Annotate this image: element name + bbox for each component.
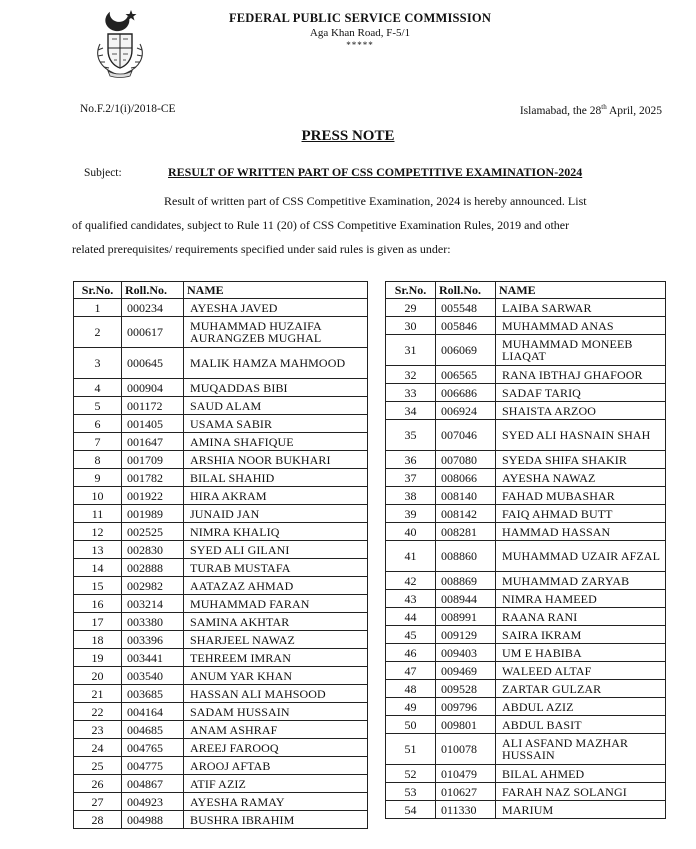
cell-name: MUHAMMAD HUZAIFA AURANGZEB MUGHAL	[184, 317, 368, 348]
cell-sr-no: 40	[386, 523, 436, 541]
cell-roll-no: 007080	[436, 451, 496, 469]
cell-sr-no: 21	[74, 685, 122, 703]
cell-roll-no: 006565	[436, 366, 496, 384]
cell-roll-no: 000617	[122, 317, 184, 348]
table-row	[74, 793, 368, 811]
cell-name: MUHAMMAD FARAN	[184, 595, 368, 613]
table-row	[386, 366, 666, 384]
table-row	[74, 379, 368, 397]
table-row	[74, 317, 368, 348]
date-ordinal-suffix: th	[601, 103, 607, 111]
table-row	[74, 739, 368, 757]
header-sr-no: Sr.No.	[74, 282, 122, 299]
cell-sr-no: 20	[74, 667, 122, 685]
page-title: PRESS NOTE	[301, 128, 395, 144]
cell-sr-no: 49	[386, 698, 436, 716]
cell-roll-no: 004988	[122, 811, 184, 829]
cell-sr-no: 45	[386, 626, 436, 644]
table-row	[386, 505, 666, 523]
cell-name: TURAB MUSTAFA	[184, 559, 368, 577]
cell-sr-no: 47	[386, 662, 436, 680]
cell-sr-no: 27	[74, 793, 122, 811]
cell-roll-no: 001709	[122, 451, 184, 469]
cell-roll-no: 008944	[436, 590, 496, 608]
table-row	[74, 487, 368, 505]
cell-sr-no: 30	[386, 317, 436, 335]
cell-sr-no: 35	[386, 420, 436, 451]
cell-name: ABDUL AZIZ	[496, 698, 666, 716]
cell-sr-no: 37	[386, 469, 436, 487]
cell-roll-no: 008991	[436, 608, 496, 626]
cell-name: TEHREEM IMRAN	[184, 649, 368, 667]
cell-name: ARSHIA NOOR BUKHARI	[184, 451, 368, 469]
cell-sr-no: 11	[74, 505, 122, 523]
table-row	[386, 317, 666, 335]
cell-roll-no: 004685	[122, 721, 184, 739]
cell-name: ATIF AZIZ	[184, 775, 368, 793]
cell-sr-no: 28	[74, 811, 122, 829]
table-row	[386, 734, 666, 765]
table-row	[74, 595, 368, 613]
cell-name: USAMA SABIR	[184, 415, 368, 433]
cell-roll-no: 002888	[122, 559, 184, 577]
table-row	[74, 397, 368, 415]
cell-name: SHAISTA ARZOO	[496, 402, 666, 420]
cell-sr-no: 54	[386, 801, 436, 819]
table-row	[74, 523, 368, 541]
cell-sr-no: 41	[386, 541, 436, 572]
cell-roll-no: 004765	[122, 739, 184, 757]
cell-name: AYESHA NAWAZ	[496, 469, 666, 487]
cell-sr-no: 3	[74, 348, 122, 379]
cell-name: NIMRA KHALIQ	[184, 523, 368, 541]
cell-name: AREEJ FAROOQ	[184, 739, 368, 757]
table-row	[74, 415, 368, 433]
cell-sr-no: 1	[74, 299, 122, 317]
table-row	[74, 631, 368, 649]
table-row	[74, 541, 368, 559]
cell-sr-no: 43	[386, 590, 436, 608]
cell-name: SADAF TARIQ	[496, 384, 666, 402]
cell-roll-no: 004775	[122, 757, 184, 775]
cell-roll-no: 003214	[122, 595, 184, 613]
table-row	[386, 402, 666, 420]
cell-roll-no: 003396	[122, 631, 184, 649]
cell-roll-no: 004923	[122, 793, 184, 811]
cell-roll-no: 003380	[122, 613, 184, 631]
table-row	[74, 469, 368, 487]
header-name: NAME	[184, 282, 368, 299]
cell-roll-no: 009801	[436, 716, 496, 734]
cell-name: SAIRA IKRAM	[496, 626, 666, 644]
cell-sr-no: 52	[386, 765, 436, 783]
table-row	[386, 541, 666, 572]
table-row	[74, 613, 368, 631]
table-row	[386, 523, 666, 541]
cell-name: SAUD ALAM	[184, 397, 368, 415]
cell-roll-no: 006686	[436, 384, 496, 402]
cell-roll-no: 006924	[436, 402, 496, 420]
table-row	[386, 801, 666, 819]
table-row	[74, 348, 368, 379]
cell-name: MUQADDAS BIBI	[184, 379, 368, 397]
table-row	[386, 469, 666, 487]
header-roll-no: Roll.No.	[436, 282, 496, 299]
cell-roll-no: 000645	[122, 348, 184, 379]
cell-roll-no: 001172	[122, 397, 184, 415]
cell-name: HIRA AKRAM	[184, 487, 368, 505]
header-stars: *****	[346, 40, 374, 50]
cell-roll-no: 010078	[436, 734, 496, 765]
cell-sr-no: 7	[74, 433, 122, 451]
cell-name: BILAL SHAHID	[184, 469, 368, 487]
header-sr-no: Sr.No.	[386, 282, 436, 299]
cell-name: ANUM YAR KHAN	[184, 667, 368, 685]
cell-name: WALEED ALTAF	[496, 662, 666, 680]
table-row	[386, 698, 666, 716]
table-header-row	[386, 282, 666, 299]
cell-roll-no: 008281	[436, 523, 496, 541]
cell-name: ZARTAR GULZAR	[496, 680, 666, 698]
cell-roll-no: 011330	[436, 801, 496, 819]
cell-name: FARAH NAZ SOLANGI	[496, 783, 666, 801]
table-row	[74, 685, 368, 703]
cell-name: LAIBA SARWAR	[496, 299, 666, 317]
results-table-left	[73, 281, 368, 829]
cell-name: BILAL AHMED	[496, 765, 666, 783]
cell-sr-no: 5	[74, 397, 122, 415]
cell-sr-no: 42	[386, 572, 436, 590]
cell-sr-no: 31	[386, 335, 436, 366]
cell-roll-no: 002982	[122, 577, 184, 595]
cell-roll-no: 001405	[122, 415, 184, 433]
cell-name: FAHAD MUBASHAR	[496, 487, 666, 505]
cell-sr-no: 26	[74, 775, 122, 793]
table-row	[74, 505, 368, 523]
table-header-row	[74, 282, 368, 299]
cell-name: HAMMAD HASSAN	[496, 523, 666, 541]
cell-roll-no: 005548	[436, 299, 496, 317]
cell-roll-no: 010627	[436, 783, 496, 801]
cell-sr-no: 36	[386, 451, 436, 469]
cell-name: AATAZAZ AHMAD	[184, 577, 368, 595]
cell-name: MARIUM	[496, 801, 666, 819]
cell-roll-no: 009469	[436, 662, 496, 680]
cell-name: SHARJEEL NAWAZ	[184, 631, 368, 649]
table-row	[386, 572, 666, 590]
cell-sr-no: 29	[386, 299, 436, 317]
cell-sr-no: 51	[386, 734, 436, 765]
cell-name: RAANA RANI	[496, 608, 666, 626]
table-row	[386, 608, 666, 626]
cell-sr-no: 16	[74, 595, 122, 613]
cell-name: AYESHA JAVED	[184, 299, 368, 317]
cell-name: ANAM ASHRAF	[184, 721, 368, 739]
cell-sr-no: 14	[74, 559, 122, 577]
table-row	[386, 783, 666, 801]
cell-name: BUSHRA IBRAHIM	[184, 811, 368, 829]
cell-sr-no: 34	[386, 402, 436, 420]
cell-roll-no: 005846	[436, 317, 496, 335]
cell-sr-no: 6	[74, 415, 122, 433]
table-row	[74, 811, 368, 829]
cell-roll-no: 001989	[122, 505, 184, 523]
dateline	[520, 103, 662, 117]
file-number: No.F.2/1(i)/2018-CE	[80, 103, 176, 115]
cell-roll-no: 009129	[436, 626, 496, 644]
body-line-1: Result of written part of CSS Competitive Examination, 2024 is hereby announced. List	[164, 194, 587, 208]
table-row	[386, 662, 666, 680]
cell-roll-no: 009796	[436, 698, 496, 716]
cell-name: MUHAMMAD UZAIR AFZAL	[496, 541, 666, 572]
table-row	[386, 420, 666, 451]
subject-label: Subject:	[84, 167, 122, 179]
cell-name: UM E HABIBA	[496, 644, 666, 662]
cell-roll-no: 008860	[436, 541, 496, 572]
table-row	[74, 451, 368, 469]
table-row	[386, 487, 666, 505]
cell-sr-no: 39	[386, 505, 436, 523]
table-row	[74, 667, 368, 685]
table-row	[386, 451, 666, 469]
cell-name: RANA IBTHAJ GHAFOOR	[496, 366, 666, 384]
cell-name: SADAM HUSSAIN	[184, 703, 368, 721]
results-table-right	[385, 281, 666, 819]
table-row	[386, 716, 666, 734]
table-row	[386, 644, 666, 662]
cell-roll-no: 007046	[436, 420, 496, 451]
cell-sr-no: 4	[74, 379, 122, 397]
cell-roll-no: 001782	[122, 469, 184, 487]
government-emblem-logo	[86, 4, 154, 78]
subject-heading: RESULT OF WRITTEN PART OF CSS COMPETITIVE EXAMINATION-2024	[168, 165, 583, 179]
cell-sr-no: 23	[74, 721, 122, 739]
cell-name: ALI ASFAND MAZHAR HUSSAIN	[496, 734, 666, 765]
body-line-2: of qualified candidates, subject to Rule 11 (20) of CSS Competitive Examination Rules, 2019 and other	[72, 218, 570, 232]
cell-name: ABDUL BASIT	[496, 716, 666, 734]
cell-name: MUHAMMAD ANAS	[496, 317, 666, 335]
cell-roll-no: 001647	[122, 433, 184, 451]
organization-name: FEDERAL PUBLIC SERVICE COMMISSION	[228, 11, 492, 25]
cell-name: SYED ALI HASNAIN SHAH	[496, 420, 666, 451]
cell-name: AMINA SHAFIQUE	[184, 433, 368, 451]
header-roll-no: Roll.No.	[122, 282, 184, 299]
cell-sr-no: 25	[74, 757, 122, 775]
body-line-3: related prerequisites/ requirements specified under said rules is given as under:	[72, 242, 451, 256]
cell-roll-no: 000904	[122, 379, 184, 397]
table-row	[74, 703, 368, 721]
table-row	[74, 649, 368, 667]
cell-sr-no: 10	[74, 487, 122, 505]
cell-name: AYESHA RAMAY	[184, 793, 368, 811]
cell-sr-no: 24	[74, 739, 122, 757]
cell-sr-no: 18	[74, 631, 122, 649]
cell-sr-no: 15	[74, 577, 122, 595]
table-row	[74, 559, 368, 577]
table-row	[386, 590, 666, 608]
cell-roll-no: 004867	[122, 775, 184, 793]
cell-name: HASSAN ALI MAHSOOD	[184, 685, 368, 703]
cell-sr-no: 2	[74, 317, 122, 348]
table-row	[74, 299, 368, 317]
cell-sr-no: 19	[74, 649, 122, 667]
table-row	[386, 680, 666, 698]
cell-sr-no: 9	[74, 469, 122, 487]
cell-roll-no: 009528	[436, 680, 496, 698]
table-row	[74, 757, 368, 775]
cell-name: SYEDA SHIFA SHAKIR	[496, 451, 666, 469]
cell-name: SAMINA AKHTAR	[184, 613, 368, 631]
cell-sr-no: 12	[74, 523, 122, 541]
date-suffix: April, 2025	[606, 104, 662, 117]
cell-sr-no: 46	[386, 644, 436, 662]
cell-sr-no: 8	[74, 451, 122, 469]
cell-roll-no: 003685	[122, 685, 184, 703]
cell-roll-no: 003441	[122, 649, 184, 667]
cell-name: MALIK HAMZA MAHMOOD	[184, 348, 368, 379]
cell-sr-no: 33	[386, 384, 436, 402]
cell-roll-no: 006069	[436, 335, 496, 366]
cell-name: JUNAID JAN	[184, 505, 368, 523]
cell-name: MUHAMMAD ZARYAB	[496, 572, 666, 590]
organization-address: Aga Khan Road, F-5/1	[309, 27, 411, 39]
table-row	[74, 433, 368, 451]
cell-name: AROOJ AFTAB	[184, 757, 368, 775]
table-row	[386, 626, 666, 644]
cell-roll-no: 009403	[436, 644, 496, 662]
cell-roll-no: 010479	[436, 765, 496, 783]
cell-sr-no: 44	[386, 608, 436, 626]
cell-sr-no: 17	[74, 613, 122, 631]
cell-roll-no: 008140	[436, 487, 496, 505]
cell-roll-no: 003540	[122, 667, 184, 685]
cell-name: FAIQ AHMAD BUTT	[496, 505, 666, 523]
table-row	[74, 775, 368, 793]
cell-name: NIMRA HAMEED	[496, 590, 666, 608]
cell-sr-no: 38	[386, 487, 436, 505]
table-row	[386, 299, 666, 317]
cell-name: SYED ALI GILANI	[184, 541, 368, 559]
table-row	[74, 721, 368, 739]
table-row	[386, 765, 666, 783]
table-row	[74, 577, 368, 595]
table-row	[386, 384, 666, 402]
date-prefix: Islamabad, the 28	[519, 104, 602, 117]
cell-sr-no: 53	[386, 783, 436, 801]
cell-sr-no: 32	[386, 366, 436, 384]
cell-roll-no: 002525	[122, 523, 184, 541]
cell-roll-no: 001922	[122, 487, 184, 505]
cell-roll-no: 008869	[436, 572, 496, 590]
cell-name: MUHAMMAD MONEEB LIAQAT	[496, 335, 666, 366]
header-name: NAME	[496, 282, 666, 299]
cell-sr-no: 50	[386, 716, 436, 734]
cell-roll-no: 008066	[436, 469, 496, 487]
cell-sr-no: 13	[74, 541, 122, 559]
table-row	[386, 335, 666, 366]
cell-roll-no: 000234	[122, 299, 184, 317]
cell-roll-no: 002830	[122, 541, 184, 559]
cell-roll-no: 004164	[122, 703, 184, 721]
cell-sr-no: 48	[386, 680, 436, 698]
cell-sr-no: 22	[74, 703, 122, 721]
cell-roll-no: 008142	[436, 505, 496, 523]
